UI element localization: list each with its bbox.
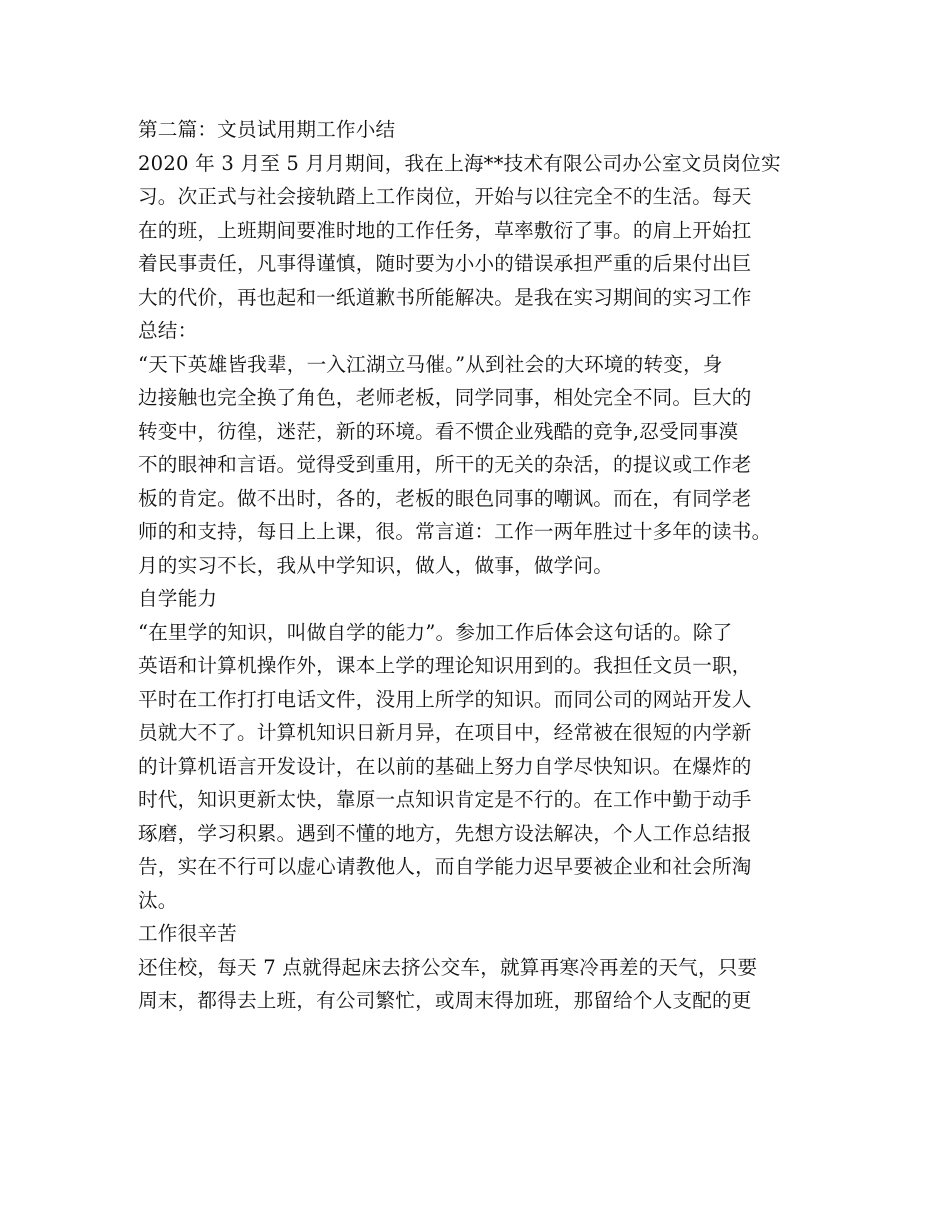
- text-line: 平时在工作打打电话文件，没用上所学的知识。而同公司的网站开发人: [138, 687, 752, 711]
- text-line: “在里学的知识，叫做自学的能力”。参加工作后体会这句话的。除了: [138, 620, 733, 644]
- text-line: 师的和支持，每日上上课，很。常言道：工作一两年胜过十多年的读书。: [138, 520, 772, 543]
- text-line: 在的班，上班期间要准时地的工作任务，草率敷衍了事。的肩上开始扛: [138, 218, 752, 242]
- text-line: 不的眼神和言语。觉得受到重用，所干的无关的杂活，的提议或工作老: [138, 453, 752, 476]
- text-line: 周末，都得去上班，有公司繁忙，或周末得加班，那留给个人支配的更: [138, 989, 752, 1012]
- text-line: 习。次正式与社会接轨踏上工作岗位，开始与以往完全不的生活。每天: [138, 185, 752, 208]
- text-line: 月的实习不长，我从中学知识，做人，做事，做学问。: [138, 553, 614, 577]
- text-line: “天下英雄皆我辈，一入江湖立马催。”从到社会的大环境的转变，身: [138, 352, 723, 376]
- text-line: 总结：: [138, 319, 198, 342]
- text-line: 的计算机语言开发设计，在以前的基础上努力自学尽快知识。在爆炸的: [138, 754, 752, 778]
- text-line: 边接触也完全换了角色，老师老板，同学同事，相处完全不同。巨大的: [138, 386, 752, 409]
- text-line: 转变中，彷徨，迷茫，新的环境。看不惯企业残酷的竞争,忍受同事漠: [138, 419, 739, 443]
- text-line: 汰。: [138, 888, 178, 912]
- text-line: 大的代价，再也起和一纸道歉书所能解决。是我在实习期间的实习工作: [138, 285, 752, 309]
- document-page: [138, 113, 828, 1018]
- text-line: 告，实在不行可以虚心请教他人，而自学能力迟早要被企业和社会所淘: [138, 855, 752, 878]
- text-line: 员就大不了。计算机知识日新月异，在项目中，经常被在很短的内学新: [138, 721, 752, 744]
- text-line: 英语和计算机操作外，课本上学的理论知识用到的。我担任文员一职，: [138, 654, 752, 677]
- subheading: 自学能力: [138, 587, 218, 610]
- subheading: 工作很辛苦: [138, 922, 237, 945]
- section-title: 第二篇：文员试用期工作小结: [138, 118, 396, 141]
- text-line: 着民事责任，凡事得谨慎，随时要为小小的错误承担严重的后果付出巨: [138, 252, 752, 275]
- text-line: 还住校，每天 7 点就得起床去挤公交车，就算再寒冷再差的天气，只要: [138, 955, 758, 979]
- text-line: 时代，知识更新太快，靠原一点知识肯定是不行的。在工作中勤于动手: [138, 788, 752, 811]
- text-line: 琢磨，学习积累。遇到不懂的地方，先想方设法解决，个人工作总结报: [138, 821, 752, 845]
- text-line: 板的肯定。做不出时，各的，老板的眼色同事的嘲讽。而在，有同学老: [138, 486, 752, 510]
- text-line: 2020 年 3 月至 5 月月期间，我在上海**技术有限公司办公室文员岗位实: [138, 151, 781, 175]
